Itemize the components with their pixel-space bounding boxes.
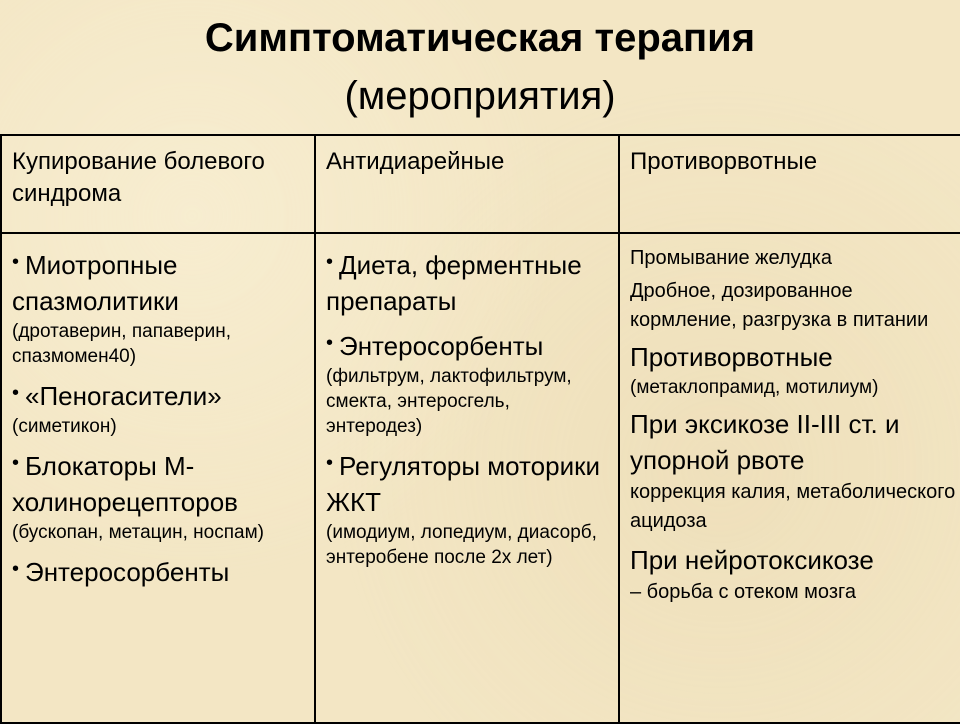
body-cell-antidiarrheal bbox=[315, 233, 619, 723]
list-item: • Регуляторы моторики ЖКТ (имодиум, лопедиум, диасорб, энтеробене после 2х лет) bbox=[326, 451, 601, 568]
body-cell-pain bbox=[1, 233, 315, 723]
bullet-icon: • bbox=[326, 251, 334, 273]
bullet-icon: • bbox=[12, 452, 20, 474]
antiemetic-line-feeding: Дробное, дозированное кормление, разгрузка в питании bbox=[630, 280, 929, 331]
antiemetic-line-drugs: Противорвотные bbox=[630, 342, 833, 372]
slide-title: Симптоматическая терапия bbox=[204, 16, 756, 60]
list-item: • Энтеросорбенты bbox=[12, 557, 230, 587]
bullet-icon: • bbox=[326, 452, 334, 474]
bullet-icon: • bbox=[12, 382, 20, 404]
header-cell-pain: Купирование болевого синдрома bbox=[1, 135, 315, 233]
list-item: • Энтеросорбенты (фильтрум, лактофильтрум, смекта, энтеросгель, энтеродез) bbox=[326, 331, 572, 437]
body-cell-antiemetic bbox=[619, 233, 960, 723]
list-item: • Миотропные спазмолитики (дротаверин, папаверин, спазмомен40) bbox=[12, 250, 231, 367]
antiemetic-line-drugs-note: (метаклопрамид, мотилиум) bbox=[630, 377, 879, 398]
bullet-icon: • bbox=[12, 558, 20, 580]
list-item: • Диета, ферментные препараты bbox=[326, 250, 582, 316]
antiemetic-line-exicosis: При эксикозе II-III ст. и упорной рвоте bbox=[630, 409, 900, 475]
header-cell-antiemetic: Противорвотные bbox=[619, 135, 960, 233]
table-body-row bbox=[1, 233, 960, 723]
antiemetic-line-lavage: Промывание желудка bbox=[630, 247, 832, 269]
antiemetic-line-neurotoxicosis-note: – борьба с отеком мозга bbox=[630, 581, 856, 603]
slide-subtitle: (мероприятия) bbox=[344, 74, 616, 118]
antiemetic-line-exicosis-note: коррекция калия, метаболического ацидоза bbox=[630, 481, 956, 532]
table-header-row bbox=[1, 135, 960, 233]
therapy-table bbox=[0, 134, 960, 724]
antiemetic-line-neurotoxicosis: При нейротоксикозе bbox=[630, 545, 874, 575]
slide-header bbox=[0, 0, 960, 134]
header-cell-antidiarrheal: Антидиарейные bbox=[315, 135, 619, 233]
bullet-icon: • bbox=[12, 251, 20, 273]
bullet-icon: • bbox=[326, 332, 334, 354]
list-item: • «Пеногасители» (симетикон) bbox=[12, 381, 222, 437]
list-item: • Блокаторы М-холинорецепторов (бускопан, метацин, носпам) bbox=[12, 451, 264, 543]
